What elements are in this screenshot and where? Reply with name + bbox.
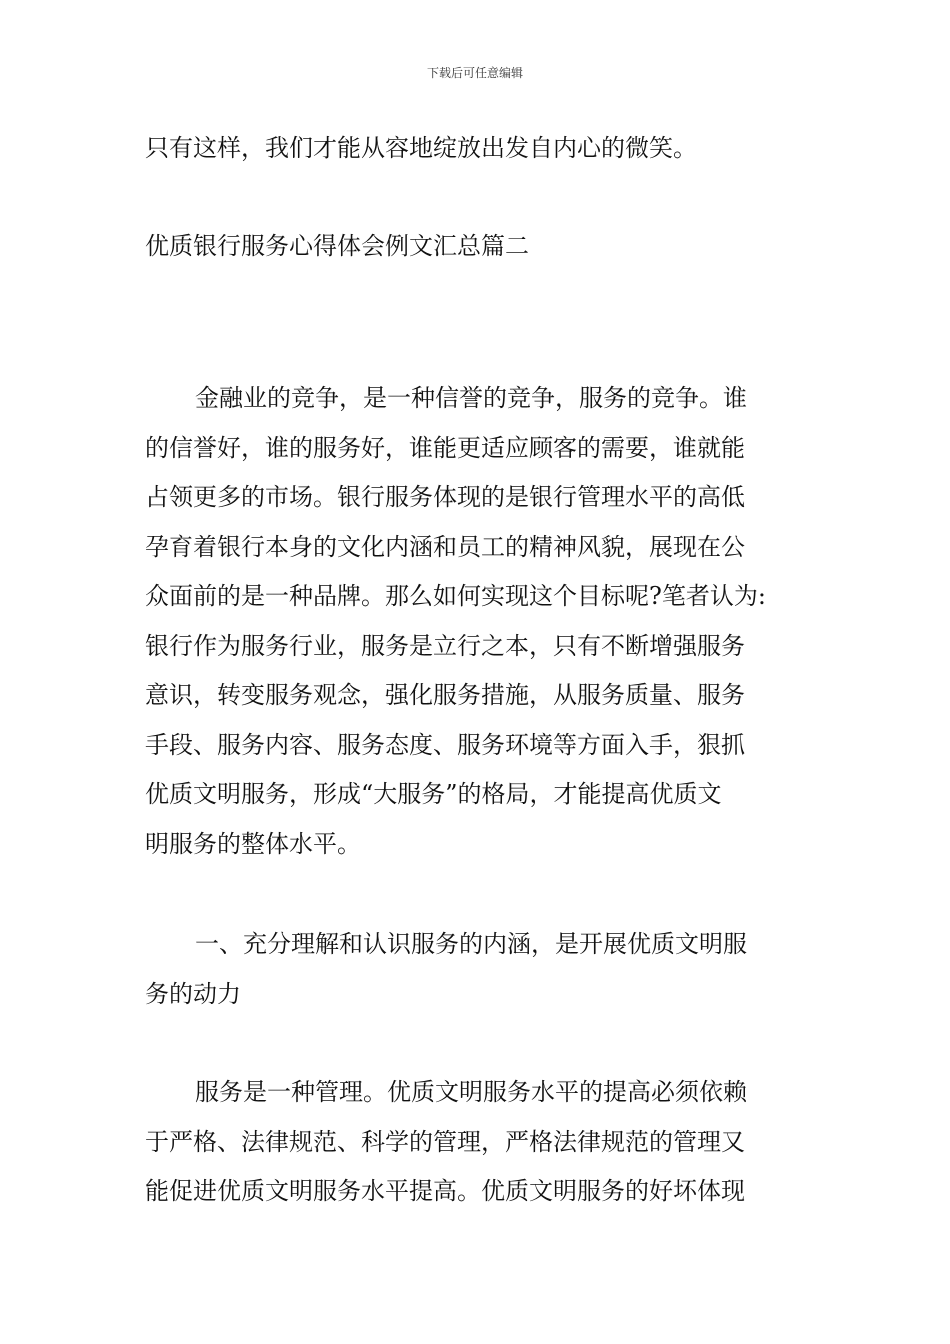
text-line: 服务是一种管理。优质文明服务水平的提高必须依赖 — [195, 1078, 747, 1106]
heading-1 — [145, 920, 807, 1019]
section-title-text: 优质银行服务心得体会例文汇总篇二 — [145, 232, 529, 260]
text-line: 的信誉好，谁的服务好，谁能更适应顾客的需要，谁就能 — [145, 433, 745, 462]
paragraph-1 — [145, 374, 807, 869]
text-line: 银行作为服务行业，服务是立行之本，只有不断增强服务 — [145, 631, 745, 660]
text-line: 明服务的整体水平。 — [145, 829, 361, 858]
text-line: 孕育着银行本身的文化内涵和员工的精神风貌，展现在公 — [145, 532, 745, 561]
text-line: 于严格、法律规范、科学的管理，严格法律规范的管理又 — [145, 1127, 745, 1156]
text-line: 意识，转变服务观念，强化服务措施，从服务质量、服务 — [145, 681, 745, 709]
paragraph-2 — [145, 1068, 807, 1217]
text-line: 手段、服务内容、服务态度、服务环境等方面入手，狠抓 — [145, 730, 745, 759]
section-title — [145, 222, 807, 272]
text-line: 能促进优质文明服务水平提高。优质文明服务的好坏体现 — [145, 1177, 745, 1205]
text-line: 占领更多的市场。银行服务体现的是银行管理水平的高低 — [145, 483, 745, 511]
heading-line: 一、充分理解和认识服务的内涵，是开展优质文明服 — [195, 930, 747, 958]
text-line: 金融业的竞争，是一种信誉的竞争，服务的竞争。谁 — [195, 384, 747, 412]
heading-line: 务的动力 — [145, 979, 241, 1008]
page-header: 下载后可任意编辑 — [426, 66, 523, 80]
text-line: 只有这样，我们才能从容地绽放出发自内心的微笑。 — [145, 134, 697, 162]
text-line: 众面前的是一种品牌。那么如何实现这个目标呢?笔者认为: — [145, 582, 766, 610]
closing-line — [145, 124, 807, 174]
text-line: 优质文明服务，形成“大服务”的格局，才能提高优质文 — [145, 780, 722, 808]
